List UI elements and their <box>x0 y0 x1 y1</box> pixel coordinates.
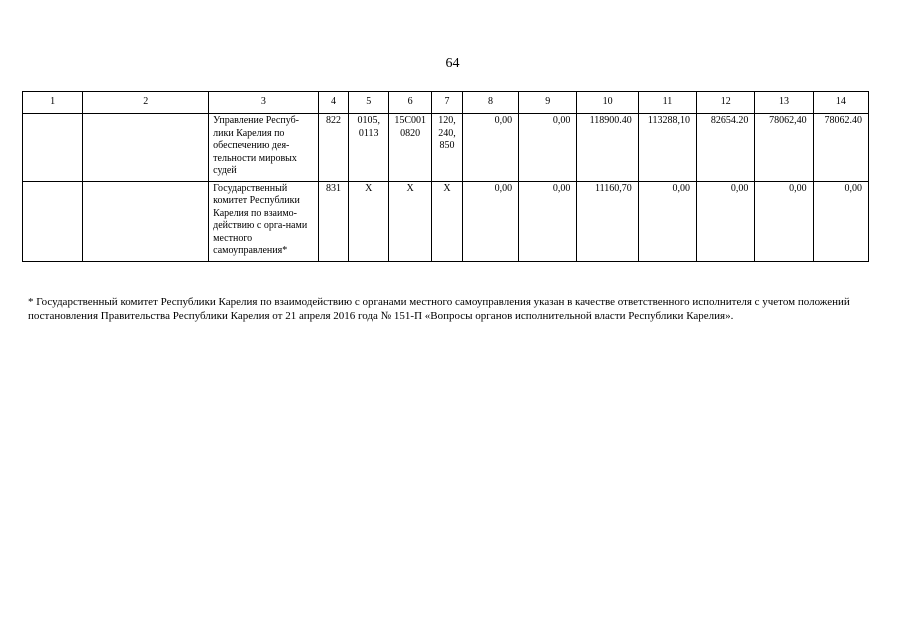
ministry-code: 822 <box>318 114 349 182</box>
table-row <box>23 114 869 182</box>
header-row <box>23 92 869 114</box>
column-header-3: 3 <box>209 92 318 114</box>
column-header-13: 13 <box>755 92 813 114</box>
column-header-6: 6 <box>389 92 432 114</box>
table-row <box>23 181 869 261</box>
expense-type-code: 120, 240, 850 <box>432 114 463 182</box>
row-cell-1 <box>23 114 83 182</box>
page-number: 64 <box>445 56 460 71</box>
amount-col-11: 0,00 <box>638 181 696 261</box>
amount-col-14: 0,00 <box>813 181 868 261</box>
target-article-code: Х <box>389 181 432 261</box>
target-article-code: 15С001 0820 <box>389 114 432 182</box>
column-header-9: 9 <box>519 92 577 114</box>
amount-col-11: 113288,10 <box>638 114 696 182</box>
amount-col-10: 118900.40 <box>577 114 638 182</box>
column-header-10: 10 <box>577 92 638 114</box>
expense-type-code: Х <box>432 181 463 261</box>
amount-col-9: 0,00 <box>519 114 577 182</box>
amount-col-12: 82654.20 <box>697 114 755 182</box>
section-code: 0105, 0113 <box>349 114 389 182</box>
ministry-code: 831 <box>318 181 349 261</box>
amount-col-8: 0,00 <box>462 114 518 182</box>
amount-col-10: 11160,70 <box>577 181 638 261</box>
column-header-11: 11 <box>638 92 696 114</box>
amount-col-12: 0,00 <box>697 181 755 261</box>
column-header-5: 5 <box>349 92 389 114</box>
column-header-2: 2 <box>83 92 209 114</box>
section-code: Х <box>349 181 389 261</box>
column-header-7: 7 <box>432 92 463 114</box>
row-cell-2 <box>83 181 209 261</box>
row-cell-2 <box>83 114 209 182</box>
column-header-4: 4 <box>318 92 349 114</box>
executor-name: Управление Респуб- лики Карелия по обеспечению дея-тельности мировых судей <box>209 114 318 182</box>
column-header-1: 1 <box>23 92 83 114</box>
budget-table <box>22 91 869 262</box>
amount-col-8: 0,00 <box>462 181 518 261</box>
executor-name: Государственный комитет Республики Карелия по взаимо-действию с орга-нами местного самоуправления* <box>209 181 318 261</box>
column-header-14: 14 <box>813 92 868 114</box>
amount-col-14: 78062.40 <box>813 114 868 182</box>
row-cell-1 <box>23 181 83 261</box>
column-header-12: 12 <box>697 92 755 114</box>
footnote: * Государственный комитет Республики Карелия по взаимодействию с органами местного самоуправления указан в качестве ответственного исполнителя с учетом положений постановления Правительства Республики Карелия от 21 апреля 2016 года № 151-П «Вопросы органов исполнительной власти Республики Карелия». <box>28 296 850 322</box>
amount-col-9: 0,00 <box>519 181 577 261</box>
amount-col-13: 0,00 <box>755 181 813 261</box>
amount-col-13: 78062,40 <box>755 114 813 182</box>
column-header-8: 8 <box>462 92 518 114</box>
